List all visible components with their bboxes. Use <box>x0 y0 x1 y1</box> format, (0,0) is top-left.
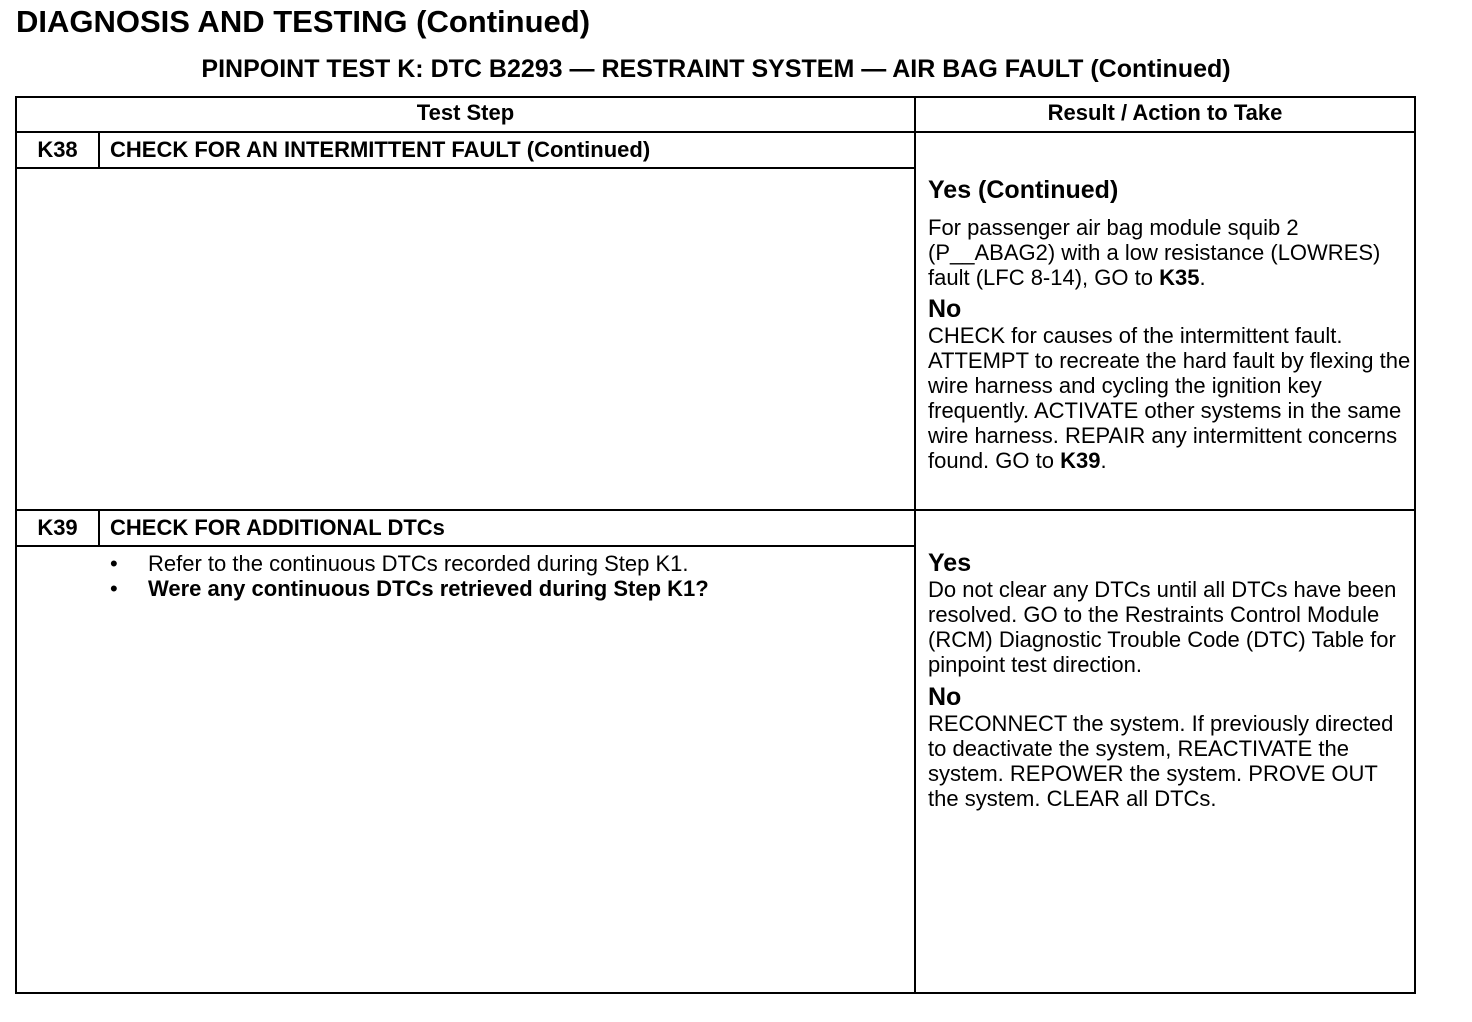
pinpoint-test-title: PINPOINT TEST K: DTC B2293 — RESTRAINT SYSTEM — AIR BAG FAULT (Continued) <box>201 55 1231 83</box>
k39-yes-heading: Yes <box>928 549 972 577</box>
k39-question-item <box>110 576 709 601</box>
k38-no-target: K39 <box>1060 448 1101 473</box>
k38-yes-end: . <box>1199 265 1206 290</box>
test-step-header: Test Step <box>416 100 515 125</box>
k39-yes-text: Do not clear any DTCs until all DTCs have been resolved. GO to the Restraints Control Module (RCM) Diagnostic Trouble Code (DTC) Table for pinpoint test direction. <box>928 577 1397 677</box>
header-rule <box>16 131 1415 133</box>
k38-no-text <box>928 323 1414 473</box>
k38-no-body: CHECK for causes of the intermittent fault. ATTEMPT to recreate the hard fault by flexing the wire harness and cycling the ignition key frequently. ACTIVATE other systems in the same wire harness. REPAIR any intermittent concerns found. GO to <box>928 323 1411 473</box>
step-id-divider-k39 <box>98 510 100 547</box>
bullet-marker: • <box>110 576 118 601</box>
bullet-marker: • <box>110 551 118 576</box>
k39-bullet-list <box>110 551 709 601</box>
k38-yes-heading: Yes (Continued) <box>928 176 1119 204</box>
k39-question-text: Were any continuous DTCs retrieved during Step K1? <box>148 576 709 601</box>
step-title-k39: CHECK FOR ADDITIONAL DTCs <box>110 515 445 540</box>
k38-title-rule <box>16 167 915 169</box>
row-separator <box>16 509 1415 511</box>
k38-yes-target: K35 <box>1159 265 1200 290</box>
result-action-header: Result / Action to Take <box>1047 100 1283 125</box>
step-id-k38: K38 <box>37 137 78 162</box>
k39-bullet-item <box>110 551 709 576</box>
k39-title-rule <box>16 545 915 547</box>
k39-bullet-text: Refer to the continuous DTCs recorded during Step K1. <box>148 551 689 576</box>
k38-no-end: . <box>1100 448 1107 473</box>
step-title-k38: CHECK FOR AN INTERMITTENT FAULT (Continued) <box>110 137 651 162</box>
k38-results <box>928 175 1414 473</box>
k39-results <box>928 549 1414 811</box>
k39-no-heading: No <box>928 683 962 711</box>
section-title: DIAGNOSIS AND TESTING (Continued) <box>16 4 591 39</box>
k38-yes-body: For passenger air bag module squib 2 (P__ABAG2) with a low resistance (LOWRES) fault (LFC 8-14), GO to <box>928 215 1381 290</box>
k38-no-heading: No <box>928 295 962 323</box>
step-id-divider-k38 <box>98 132 100 169</box>
k39-no-text: RECONNECT the system. If previously directed to deactivate the system, REACTIVATE the system. REPOWER the system. PROVE OUT the system. CLEAR all DTCs. <box>928 711 1394 811</box>
k38-yes-text <box>928 215 1414 290</box>
step-id-k39: K39 <box>37 515 78 540</box>
